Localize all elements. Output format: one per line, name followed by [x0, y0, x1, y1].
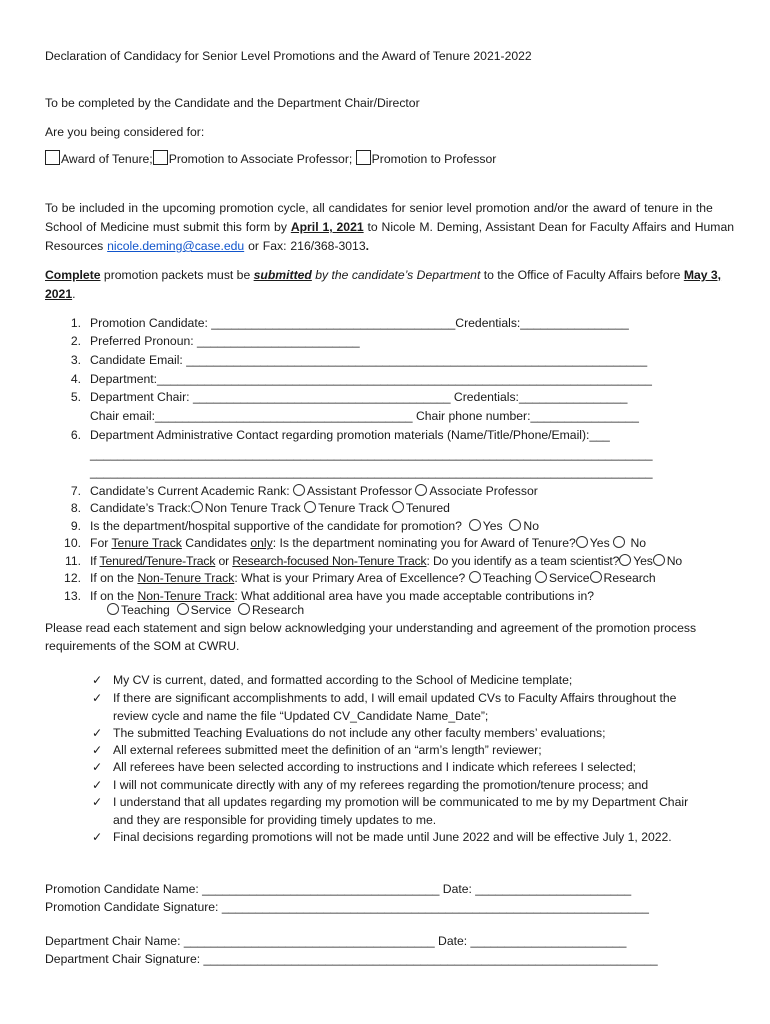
radio-tenure-track[interactable] [304, 501, 316, 513]
field-label: Preferred Pronoun: ________________________ [90, 334, 360, 348]
award-of-tenure-checkbox[interactable] [45, 150, 60, 165]
statement-text: review cycle and name the file “Updated CV_Candidate Name_Date”; [113, 709, 489, 723]
statements-intro-line1: Please read each statement and sign below acknowledging your understanding and agreement of the promotion process [45, 621, 697, 635]
radio-additional-research[interactable] [238, 603, 250, 615]
considered-for-question: Are you being considered for: [45, 125, 205, 139]
question-underlined: Non-Tenure Track [137, 571, 235, 585]
question-label: Candidate’s Track: [90, 501, 191, 515]
award-of-tenure-label: Award of Tenure; [61, 152, 153, 166]
radio-primary-research[interactable] [590, 571, 602, 583]
question-underlined: Tenured/Tenure-Track [99, 554, 216, 568]
item-number: 11. [64, 554, 81, 568]
intro-text-2: to Nicole M. Deming, Assistant Dean for Faculty Affairs and Human Resources [45, 220, 735, 253]
item-number: 5. [70, 390, 81, 404]
option-label: Assistant Professor [307, 484, 413, 498]
question-underlined: Research-focused Non-Tenure Track [232, 554, 427, 568]
check-icon: ✓ [92, 795, 103, 809]
check-icon: ✓ [92, 778, 103, 792]
question-text: If [90, 554, 100, 568]
statements-intro-line2: requirements of the SOM at CWRU. [45, 639, 240, 653]
option-label: Teaching [482, 571, 532, 585]
radio-nominating-yes[interactable] [576, 536, 588, 548]
promotion-associate-checkbox[interactable] [153, 150, 168, 165]
field-label: Department Administrative Contact regarding promotion materials (Name/Title/Phone/Email):___ [90, 428, 610, 442]
form-title: Declaration of Candidacy for Senior Level Promotions and the Award of Tenure 2021-2022 [45, 49, 532, 63]
candidate-signature-field[interactable]: Promotion Candidate Signature: _______________________________________________________________ [45, 900, 649, 914]
statement-text: The submitted Teaching Evaluations do not include any other faculty members’ evaluations; [113, 726, 606, 740]
packets-date: May 3, 2021 [45, 268, 722, 301]
statement-text: All referees have been selected according to instructions and I indicate which referees I selected; [113, 760, 637, 774]
option-label: Tenured [405, 501, 450, 515]
option-label: No [523, 519, 539, 533]
option-label: Service [548, 571, 590, 585]
option-label: Yes [482, 519, 503, 533]
question-text: If on the [90, 589, 138, 603]
packets-submitted: submitted [253, 268, 312, 282]
item-number: 1. [70, 316, 81, 330]
intro-period: . [365, 239, 370, 253]
packets-complete: Complete [45, 268, 101, 282]
option-label: Research [252, 603, 305, 617]
option-label: Research [603, 571, 656, 585]
radio-team-scientist-yes[interactable] [619, 554, 631, 566]
intro-text-1: To be included in the upcoming promotion cycle, all candidates for senior level promotion and/or the award of tenure in the School of Medicine must submit this form by [45, 201, 713, 234]
item-number: 4. [70, 372, 81, 386]
option-label: Tenure Track [318, 501, 389, 515]
radio-supportive-no[interactable] [509, 519, 521, 531]
check-icon: ✓ [92, 830, 103, 844]
question-label: Candidate’s Current Academic Rank: [90, 484, 294, 498]
packets-text-3: to the Office of Faculty Affairs before [480, 268, 684, 282]
option-label: No [630, 536, 647, 550]
intro-paragraph [45, 199, 735, 256]
question-additional-area-options [107, 601, 304, 619]
item-number: 6. [70, 428, 81, 442]
item-number: 13. [64, 589, 81, 603]
option-label: Teaching [121, 603, 170, 617]
field-label: Department Chair: ______________________________________ Credentials:________________ [90, 390, 628, 404]
check-icon: ✓ [92, 691, 103, 705]
contact-email-link[interactable]: nicole.deming@case.edu [107, 239, 245, 253]
radio-primary-service[interactable] [535, 571, 547, 583]
chair-signature-field[interactable]: Department Chair Signature: ___________________________________________________________________ [45, 952, 658, 966]
blank-line: ___________________________________________________________________________________ [90, 465, 653, 479]
statement-text: My CV is current, dated, and formatted according to the School of Medicine template; [113, 673, 573, 687]
packets-text-1: promotion packets must be [100, 268, 254, 282]
packets-end: . [72, 287, 76, 301]
field-label: Promotion Candidate: ____________________________________Credentials:________________ [90, 316, 629, 330]
packets-paragraph [45, 266, 735, 304]
radio-team-scientist-no[interactable] [653, 554, 665, 566]
field-label: Department:_________________________________________________________________________ [90, 372, 652, 386]
question-text: Candidates [181, 536, 251, 550]
option-label: Service [190, 603, 232, 617]
radio-primary-teaching[interactable] [469, 571, 481, 583]
item-number: 9. [70, 519, 81, 533]
statement-text: Final decisions regarding promotions will not be made until June 2022 and will be effective July 1, 2022. [113, 830, 672, 844]
question-text: If on the [90, 571, 138, 585]
promotion-associate-label: Promotion to Associate Professor; [168, 152, 353, 166]
radio-tenured[interactable] [392, 501, 404, 513]
option-label: Yes [633, 554, 653, 568]
statement-text: All external referees submitted meet the definition of an “arm’s length” reviewer; [113, 743, 542, 757]
question-text: : What additional area have you made acceptable contributions in? [234, 589, 595, 603]
radio-associate-professor[interactable] [415, 484, 427, 496]
check-icon: ✓ [92, 673, 103, 687]
blank-line: ___________________________________________________________________________________ [90, 447, 653, 461]
check-icon: ✓ [92, 760, 103, 774]
question-underlined: Non-Tenure Track [137, 589, 235, 603]
question-underlined: Tenure Track [111, 536, 182, 550]
promotion-professor-checkbox[interactable] [356, 150, 371, 165]
question-text: : What is your Primary Area of Excellence? [234, 571, 466, 585]
option-label: No [666, 554, 682, 568]
option-label: Non Tenure Track [204, 501, 301, 515]
item-number: 2. [70, 334, 81, 348]
statement-text: I will not communicate directly with any of my referees regarding the promotion/tenure process; and [113, 778, 649, 792]
question-text: : Do you identify as a team scientist? [426, 554, 620, 568]
intro-fax: or Fax: 216/368-3013 [244, 239, 366, 253]
question-underlined: only [250, 536, 273, 550]
statement-text: I understand that all updates regarding my promotion will be communicated to me by my Department Chair [113, 795, 689, 809]
option-label: Associate Professor [429, 484, 538, 498]
intro-deadline: April 1, 2021 [290, 220, 364, 234]
item-number: 3. [70, 353, 81, 367]
field-label: Chair email:______________________________________ Chair phone number:________________ [90, 409, 639, 423]
radio-additional-teaching[interactable] [107, 603, 119, 615]
question-label: Is the department/hospital supportive of the candidate for promotion? [90, 519, 462, 533]
statement-text: and they are responsible for providing timely updates to me. [113, 813, 437, 827]
radio-assistant-professor[interactable] [293, 484, 305, 496]
question-text: : Is the department nominating you for Award of Tenure? [272, 536, 576, 550]
considered-for-options [45, 150, 496, 168]
candidate-name-date-field[interactable]: Promotion Candidate Name: ___________________________________ Date: _______________________ [45, 882, 632, 896]
radio-additional-service[interactable] [177, 603, 189, 615]
question-text: For [90, 536, 112, 550]
packets-by-department: by the candidate’s Department [311, 268, 481, 282]
chair-name-date-field[interactable]: Department Chair Name: _____________________________________ Date: _______________________ [45, 934, 627, 948]
radio-non-tenure-track[interactable] [191, 501, 203, 513]
statement-text: If there are significant accomplishments to add, I will email updated CVs to Faculty Affairs throughout the [113, 691, 677, 705]
field-label: Candidate Email: ____________________________________________________________________ [90, 353, 648, 367]
item-number: 7. [70, 484, 81, 498]
item-number: 8. [70, 501, 81, 515]
check-icon: ✓ [92, 726, 103, 740]
promotion-professor-label: Promotion to Professor [371, 152, 497, 166]
question-text: or [215, 554, 233, 568]
check-icon: ✓ [92, 743, 103, 757]
radio-nominating-no[interactable] [613, 536, 625, 548]
option-label: Yes [589, 536, 610, 550]
item-number: 10. [64, 536, 81, 550]
item-number: 12. [64, 571, 81, 585]
completed-by-note: To be completed by the Candidate and the Department Chair/Director [45, 96, 420, 110]
radio-supportive-yes[interactable] [469, 519, 481, 531]
